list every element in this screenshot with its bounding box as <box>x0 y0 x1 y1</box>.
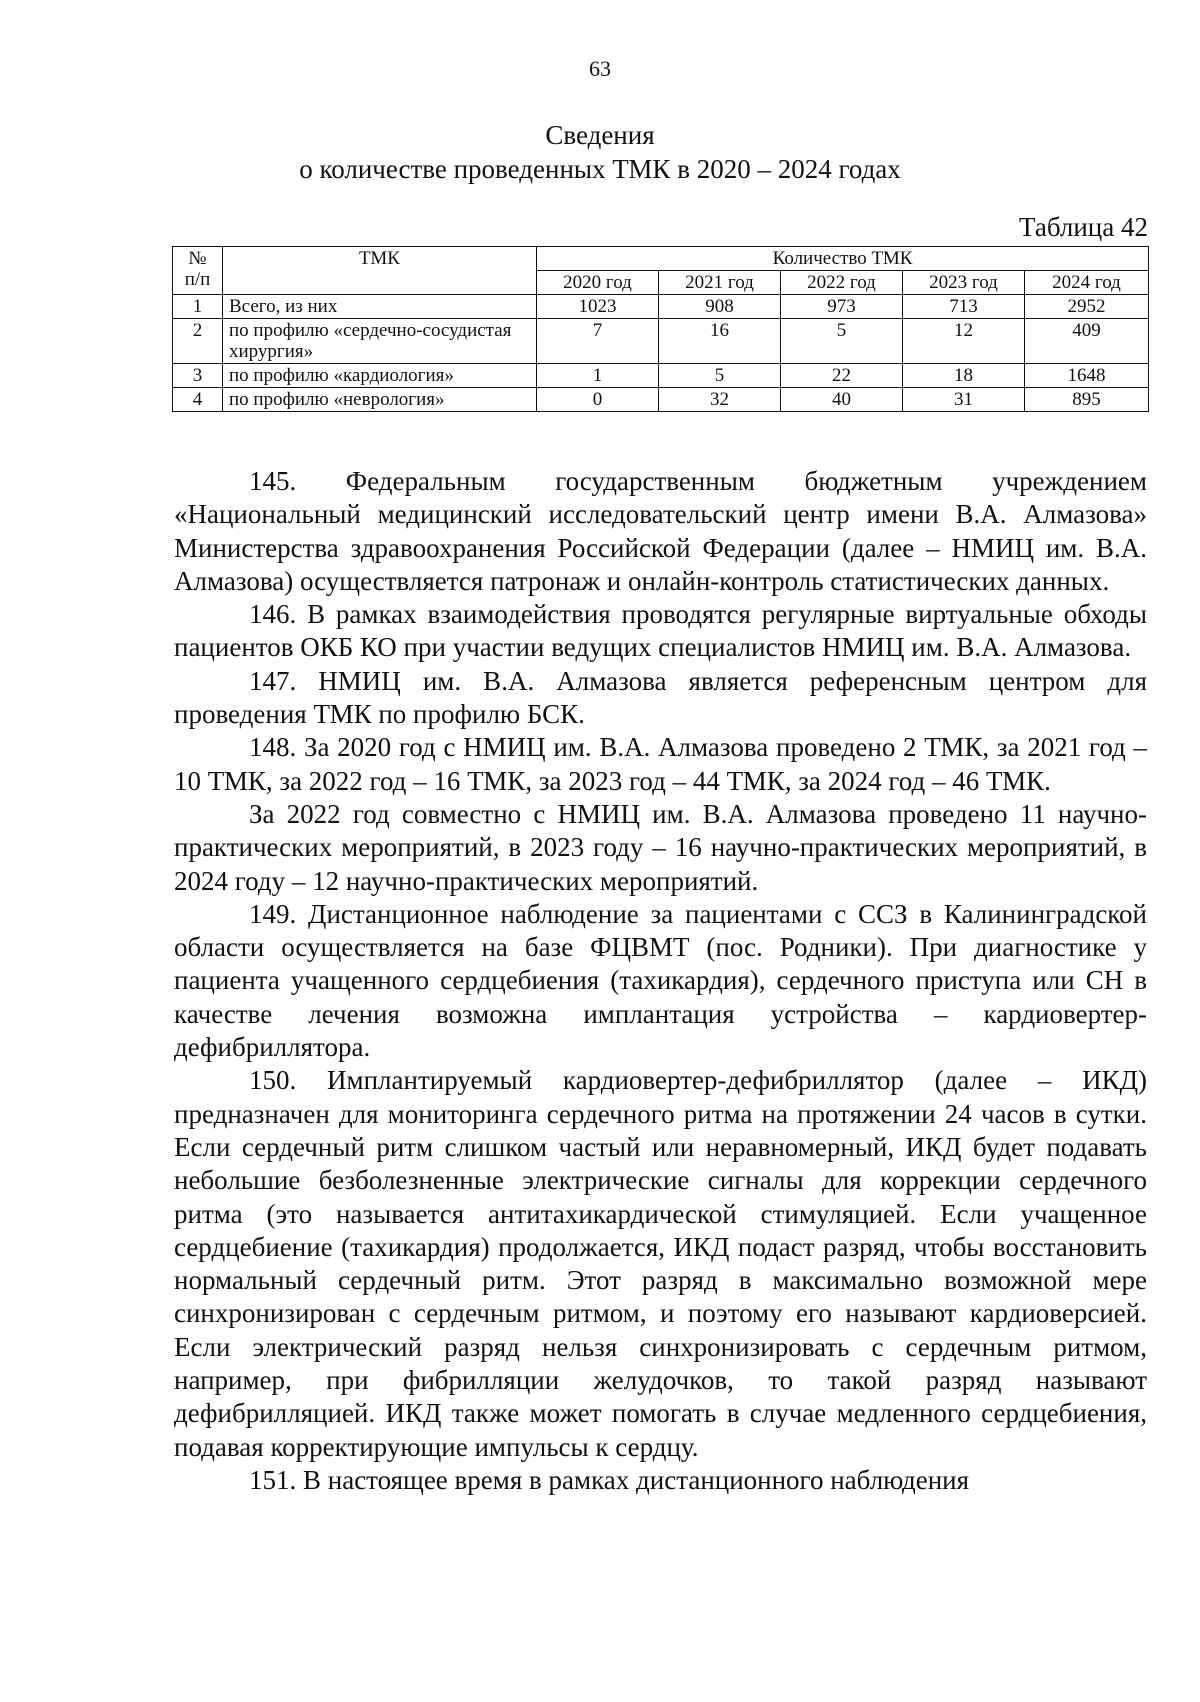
row-number: 3 <box>173 364 223 388</box>
paragraph-150: 150. Имплантируемый кардиовертер-дефибриллятор (далее – ИКД) предназначен для мониторинга сердечного ритма на протяжении 24 часов в сутки. Если сердечный ритм слишком частый или неравномерный, ИКД будет подавать небольшие безболезненные электрические сигналы для коррекции сердечного ритма (это называется антитахикардической стимуляцией. Если учащенное сердцебиение (тахикардия) продолжается, ИКД подаст разряд, чтобы восстановить нормальный сердечный ритм. Этот разряд в максимально возможной мере синхронизирован с сердечным ритмом, и поэтому его называют кардиоверсией. Если электрический разряд нельзя синхронизировать с сердечным ритмом, например, при фибрилляции желудочков, то такой разряд называют дефибрилляцией. ИКД также может помогать в случае медленного сердцебиения, подавая корректирующие импульсы к сердцу. <box>174 1065 1147 1462</box>
row-number: 4 <box>173 388 223 412</box>
paragraph-148: 148. За 2020 год с НМИЦ им. В.А. Алмазова проведено 2 ТМК, за 2021 год – 10 ТМК, за 2022 год – 16 ТМК, за 2023 год – 44 ТМК, за 2024 год – 46 ТМК. <box>174 732 1147 796</box>
row-name: по профилю «сердечно-сосудистая хирургия» <box>223 319 537 364</box>
header-num: № п/п <box>173 247 223 295</box>
header-year: 2021 год <box>659 271 781 295</box>
page-number: 63 <box>589 56 611 81</box>
row-value: 12 <box>903 319 1025 364</box>
row-value: 22 <box>781 364 903 388</box>
table-label: Таблица 42 <box>1019 212 1148 242</box>
row-value: 7 <box>537 319 659 364</box>
row-value: 409 <box>1025 319 1149 364</box>
tmk-table <box>172 246 1149 412</box>
row-number: 2 <box>173 319 223 364</box>
row-value: 1 <box>537 364 659 388</box>
title-line-1: Сведения <box>545 120 655 150</box>
row-value: 5 <box>659 364 781 388</box>
header-year: 2022 год <box>781 271 903 295</box>
row-value: 31 <box>903 388 1025 412</box>
header-count-group: Количество ТМК <box>537 247 1149 271</box>
row-value: 908 <box>659 295 781 319</box>
row-value: 0 <box>537 388 659 412</box>
row-value: 1648 <box>1025 364 1149 388</box>
row-name: Всего, из них <box>223 295 537 319</box>
row-value: 973 <box>781 295 903 319</box>
row-name: по профилю «неврология» <box>223 388 537 412</box>
row-value: 5 <box>781 319 903 364</box>
paragraph-145: 145. Федеральным государственным бюджетным учреждением «Национальный медицинский исследовательский центр имени В.А. Алмазова» Министерства здравоохранения Российской Федерации (далее – НМИЦ им. В.А. Алмазова) осуществляется патронаж и онлайн-контроль статистических данных. <box>174 466 1147 596</box>
header-tmk: ТМК <box>223 247 537 295</box>
row-value: 16 <box>659 319 781 364</box>
row-name: по профилю «кардиология» <box>223 364 537 388</box>
table-row <box>173 295 1149 319</box>
row-value: 18 <box>903 364 1025 388</box>
paragraph-149: 149. Дистанционное наблюдение за пациентами с ССЗ в Калининградской области осуществляется на базе ФЦВМТ (пос. Родники). При диагностике у пациента учащенного сердцебиения (тахикардия), сердечного приступа или СН в качестве лечения возможна имплантация устройства – кардиовертер-дефибриллятора. <box>174 898 1147 1063</box>
row-value: 40 <box>781 388 903 412</box>
table-row <box>173 388 1149 412</box>
paragraph-146: 146. В рамках взаимодействия проводятся регулярные виртуальные обходы пациентов ОКБ КО при участии ведущих специалистов НМИЦ им. В.А. Алмазова. <box>174 599 1147 663</box>
row-value: 895 <box>1025 388 1149 412</box>
header-year: 2023 год <box>903 271 1025 295</box>
paragraph-148-continued: За 2022 год совместно с НМИЦ им. В.А. Алмазова проведено 11 научно-практических мероприятий, в 2023 году – 16 научно-практических мероприятий, в 2024 году – 12 научно-практических мероприятий. <box>174 798 1147 896</box>
row-value: 713 <box>903 295 1025 319</box>
table-row <box>173 319 1149 364</box>
paragraph-147: 147. НМИЦ им. В.А. Алмазова является референсным центром для проведения ТМК по профилю БСК. <box>174 665 1147 730</box>
paragraph-151: 151. В настоящее время в рамках дистанционного наблюдения <box>249 1464 970 1495</box>
body-text <box>174 465 1147 1497</box>
header-year: 2024 год <box>1025 271 1149 295</box>
title-line-2: о количестве проведенных ТМК в 2020 – 2024 годах <box>299 154 901 184</box>
row-value: 1023 <box>537 295 659 319</box>
document-title <box>0 118 1200 186</box>
row-value: 32 <box>659 388 781 412</box>
table-row <box>173 364 1149 388</box>
row-number: 1 <box>173 295 223 319</box>
table-header-row <box>173 247 1149 271</box>
row-value: 2952 <box>1025 295 1149 319</box>
header-year: 2020 год <box>537 271 659 295</box>
